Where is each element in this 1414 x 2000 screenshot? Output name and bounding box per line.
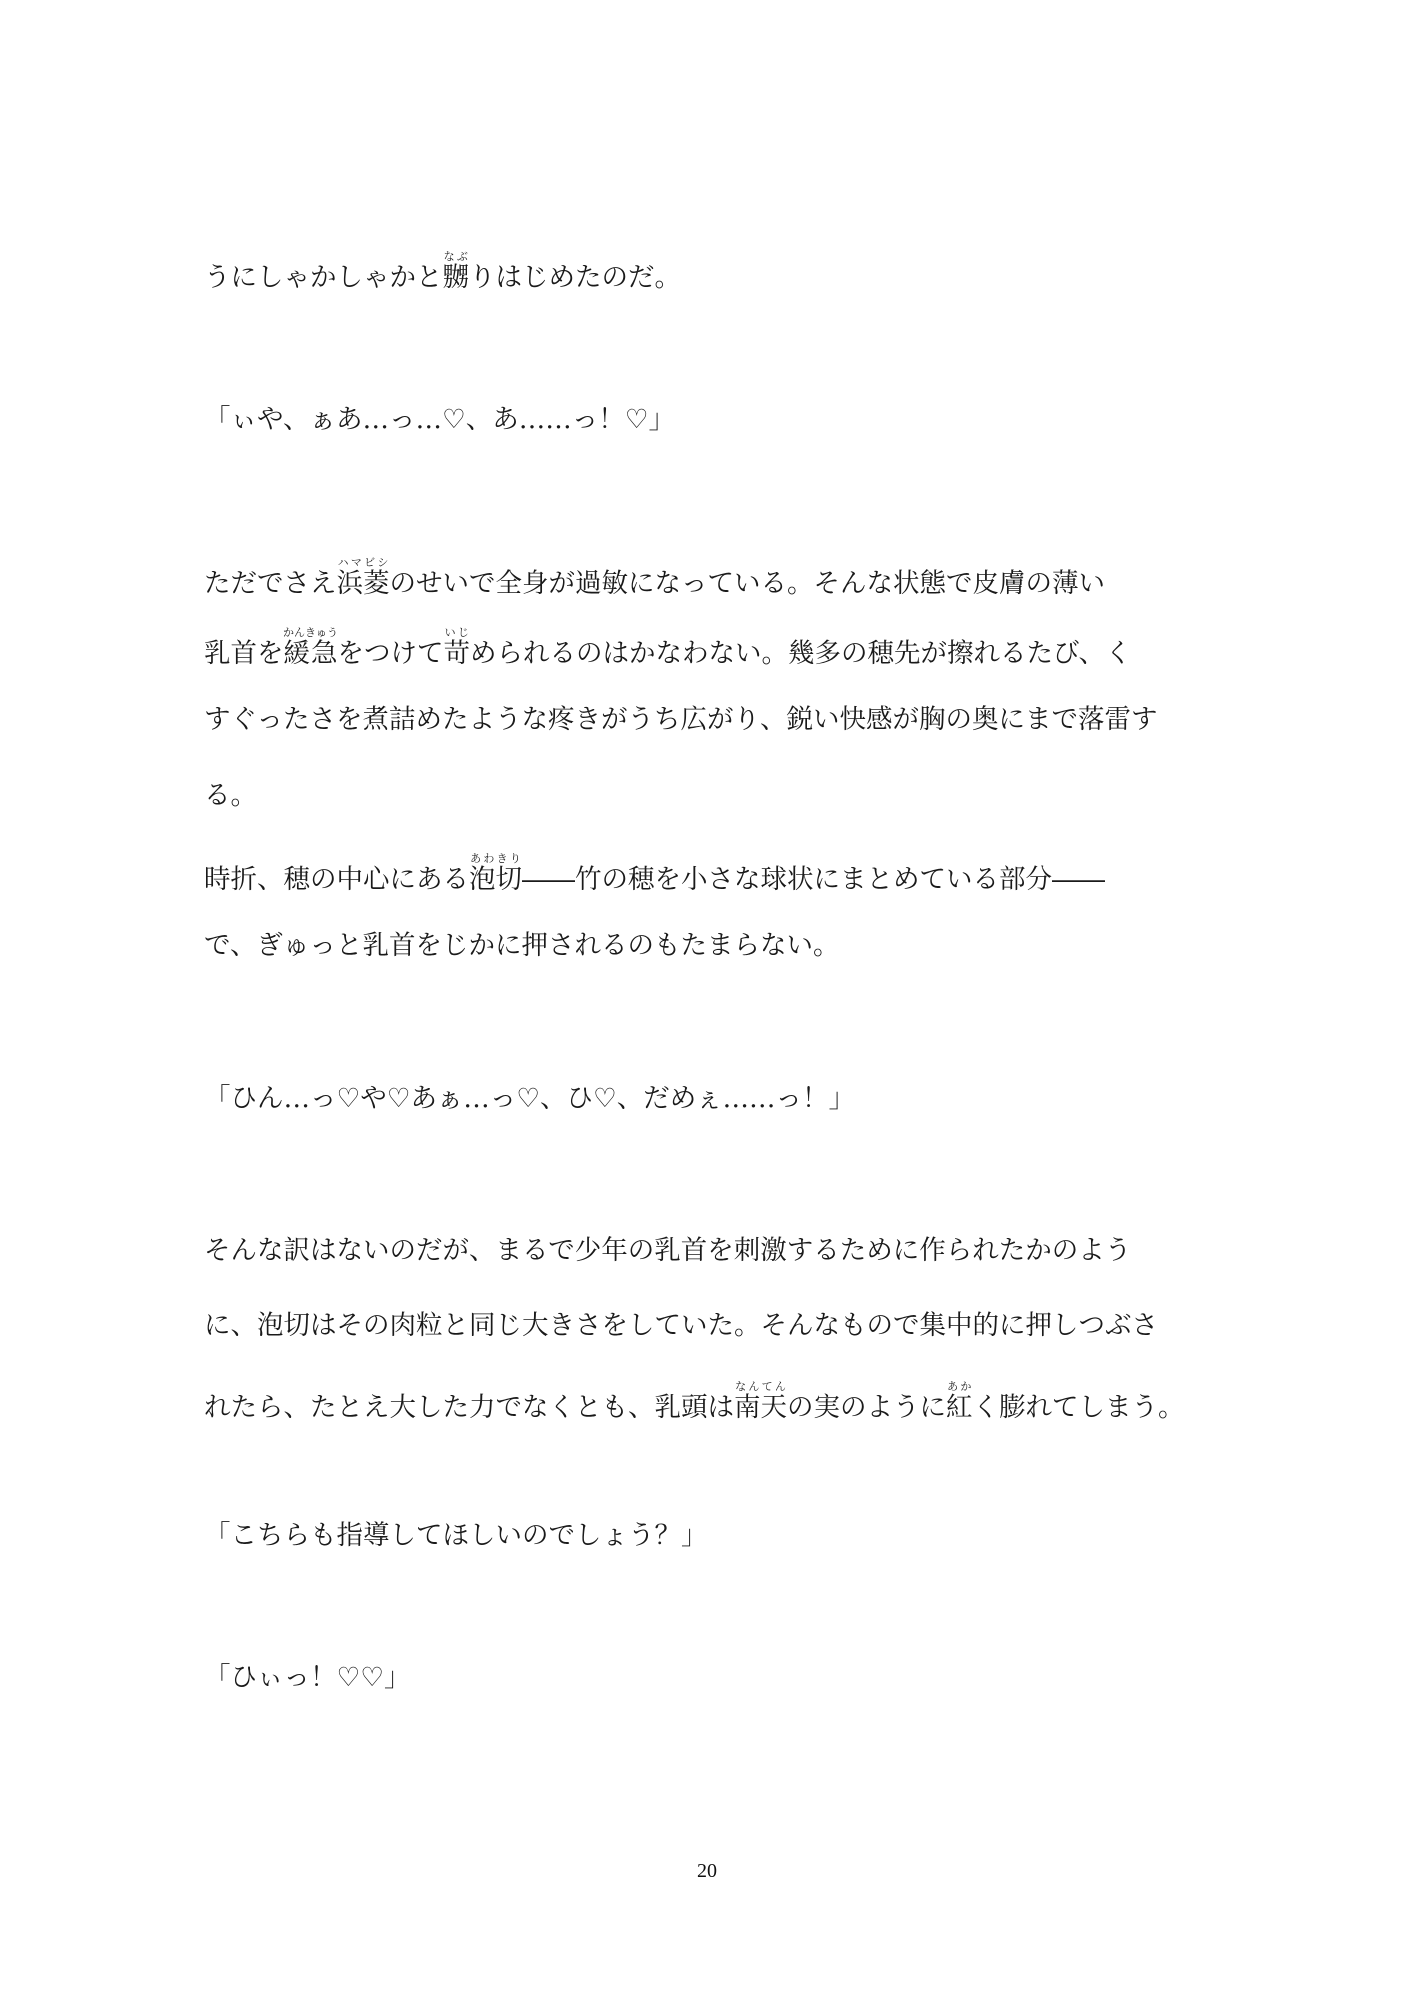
text-line bbox=[204, 1306, 1158, 1346]
text-segment: そんな訳はないのだが、まるで少年の乳首を刺激するために作られたかのよう bbox=[204, 1235, 1132, 1266]
ruby-reading: なぶ bbox=[442, 250, 469, 263]
text-segment: 時折、穂の中心にある bbox=[204, 864, 469, 895]
ruby-annotation bbox=[442, 250, 470, 293]
text-line bbox=[204, 1658, 411, 1698]
text-segment: 乳首を bbox=[204, 638, 284, 669]
ruby-reading: あわきり bbox=[469, 852, 522, 865]
text-line bbox=[204, 776, 257, 816]
text-segment: で、ぎゅっと乳首をじかに押されるのもたまらない。 bbox=[204, 930, 840, 961]
text-segment: 「ぃや、ぁあ…っ…♡、あ……っ！♡」 bbox=[204, 404, 675, 435]
ruby-reading: あか bbox=[946, 1380, 973, 1393]
text-line bbox=[204, 1516, 708, 1556]
ruby-reading: ハマビシ bbox=[336, 556, 390, 569]
ruby-annotation bbox=[946, 1380, 973, 1423]
ruby-base: 緩急 bbox=[283, 638, 338, 669]
ruby-base: 泡切 bbox=[469, 864, 522, 895]
text-segment: の実のように bbox=[787, 1392, 946, 1423]
text-line bbox=[204, 926, 839, 966]
text-line bbox=[204, 852, 1105, 900]
text-segment: ――竹の穂を小さな球状にまとめている部分―― bbox=[522, 864, 1105, 895]
ruby-reading: なんてん bbox=[734, 1380, 787, 1393]
text-segment: すぐったさを煮詰めたような疼きがうち広がり、鋭い快感が胸の奥にまで落雷す bbox=[204, 704, 1158, 735]
text-segment: く膨れてしまう。 bbox=[972, 1392, 1185, 1423]
text-segment: められるのはかなわない。幾多の穂先が擦れるたび、く bbox=[470, 638, 1132, 669]
text-segment: 「ひぃっ！♡♡」 bbox=[204, 1662, 411, 1693]
ruby-reading: いじ bbox=[443, 626, 470, 639]
text-segment: りはじめたのだ。 bbox=[469, 262, 681, 293]
text-segment: 「こちらも指導してほしいのでしょう？」 bbox=[204, 1520, 708, 1551]
text-line bbox=[204, 1079, 855, 1119]
text-segment: に、泡切はその肉粒と同じ大きさをしていた。そんなもので集中的に押しつぶさ bbox=[204, 1310, 1158, 1341]
text-line bbox=[204, 700, 1157, 740]
text-segment: れたら、たとえ大した力でなくとも、乳頭は bbox=[204, 1392, 734, 1423]
text-line bbox=[204, 626, 1131, 674]
text-segment: のせいで全身が過敏になっている。そんな状態で皮膚の薄い bbox=[389, 568, 1105, 599]
text-line bbox=[204, 1231, 1131, 1271]
text-line bbox=[204, 1380, 1185, 1428]
ruby-annotation bbox=[443, 626, 471, 669]
page-number: 20 bbox=[697, 1860, 717, 1882]
ruby-base: 苛 bbox=[443, 638, 470, 669]
text-segment: る。 bbox=[204, 780, 257, 811]
text-line bbox=[204, 250, 681, 298]
text-line bbox=[204, 400, 675, 440]
text-line bbox=[204, 556, 1105, 604]
ruby-base: 紅 bbox=[946, 1392, 973, 1423]
ruby-annotation bbox=[336, 556, 390, 599]
ruby-base: 南天 bbox=[734, 1392, 787, 1423]
ruby-annotation bbox=[734, 1380, 787, 1423]
ruby-annotation bbox=[469, 852, 522, 895]
ruby-base: 浜菱 bbox=[336, 568, 390, 599]
text-segment: 「ひん…っ♡や♡あぁ…っ♡、ひ♡、だめぇ……っ！」 bbox=[204, 1083, 855, 1114]
text-segment: ただでさえ bbox=[204, 568, 337, 599]
ruby-annotation bbox=[283, 626, 338, 669]
ruby-base: 嬲 bbox=[442, 262, 469, 293]
text-segment: うにしゃかしゃかと bbox=[204, 262, 443, 293]
ruby-reading: かんきゅう bbox=[283, 626, 338, 639]
text-segment: をつけて bbox=[337, 638, 444, 669]
